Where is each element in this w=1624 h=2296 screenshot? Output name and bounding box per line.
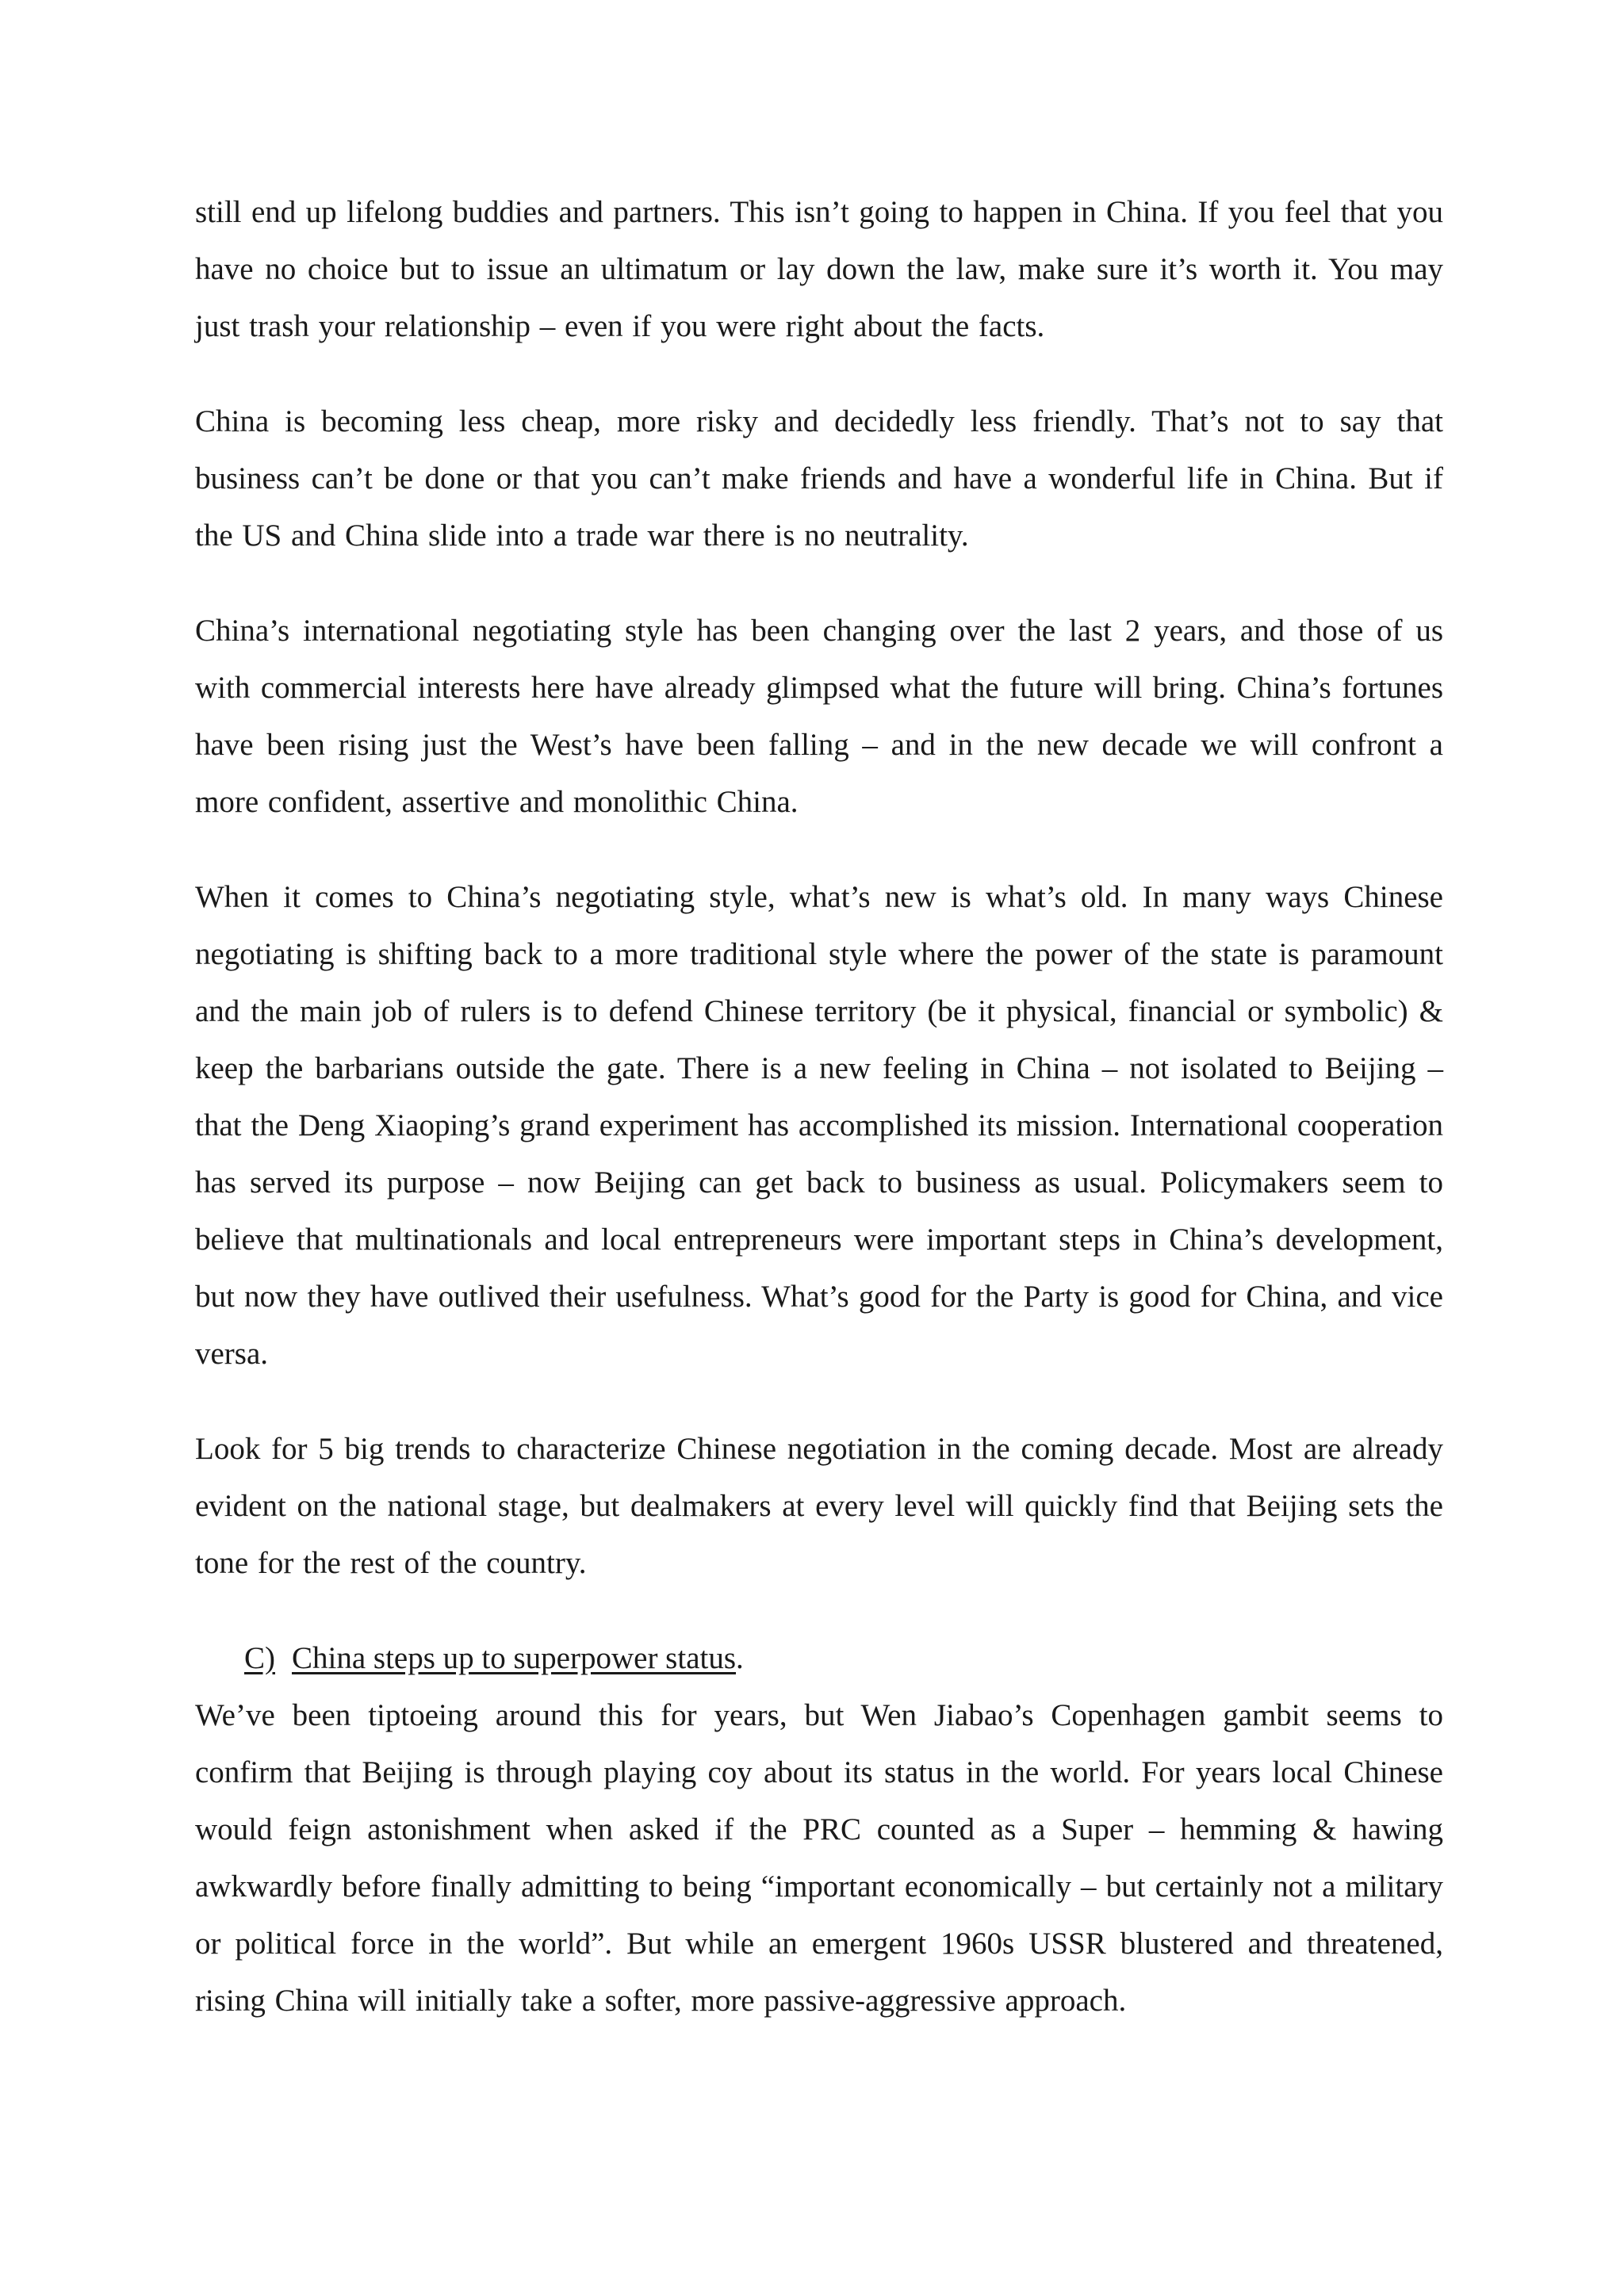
paragraph-1: still end up lifelong buddies and partners. This isn’t going to happen in China. If you feel that you have no choice but to issue an ultimatum or lay down the law, make sure it’s worth it. You may just trash your relationship – even if you were right about the facts. — [195, 195, 1443, 343]
section-title: China steps up to superpower status — [292, 1641, 737, 1675]
paragraph-4: When it comes to China’s negotiating style, what’s new is what’s old. In many ways Chinese negotiating is shifting back to a more traditional style where the power of the state is paramount and the main job of rulers is to defend Chinese territory (be it physical, financial or symbolic) & keep the barbarians outside the gate. There is a new feeling in China – not isolated to Beijing – that the Deng Xiaoping’s grand experiment has accomplished its mission. International cooperation has served its purpose – now Beijing can get back to business as usual. Policymakers seem to believe that multinationals and local entrepreneurs were important steps in China’s development, but now they have outlived their usefulness. What’s good for the Party is good for China, and vice versa. — [195, 880, 1443, 1371]
document-body — [195, 184, 1443, 2068]
section-paragraph: We’ve been tiptoeing around this for years, but Wen Jiabao’s Copenhagen gambit seems to confirm that Beijing is through playing coy about its status in the world. For years local Chinese would feign astonishment when asked if the PRC counted as a Super – hemming & hawing awkwardly before finally admitting to being “important economically – but certainly not a military or political force in the world”. But while an emergent 1960s USSR blustered and threatened, rising China will initially take a softer, more passive-aggressive approach. — [195, 1698, 1443, 2018]
section-marker: C) — [244, 1641, 275, 1675]
paragraph-5: Look for 5 big trends to characterize Chinese negotiation in the coming decade. Most are already evident on the national stage, but dealmakers at every level will quickly find that Beijing sets the tone for the rest of the country. — [195, 1432, 1443, 1580]
section-heading — [195, 1630, 1443, 1687]
section-title-period: . — [736, 1641, 744, 1675]
paragraph-2: China is becoming less cheap, more risky and decidedly less friendly. That’s not to say that business can’t be done or that you can’t make friends and have a wonderful life in China. But if the US and China slide into a trade war there is no neutrality. — [195, 404, 1443, 553]
paragraph-3: China’s international negotiating style has been changing over the last 2 years, and those of us with commercial interests here have already glimpsed what the future will bring. China’s fortunes have been rising just the West’s have been falling – and in the new decade we will confront a more confident, assertive and monolithic China. — [195, 614, 1443, 819]
